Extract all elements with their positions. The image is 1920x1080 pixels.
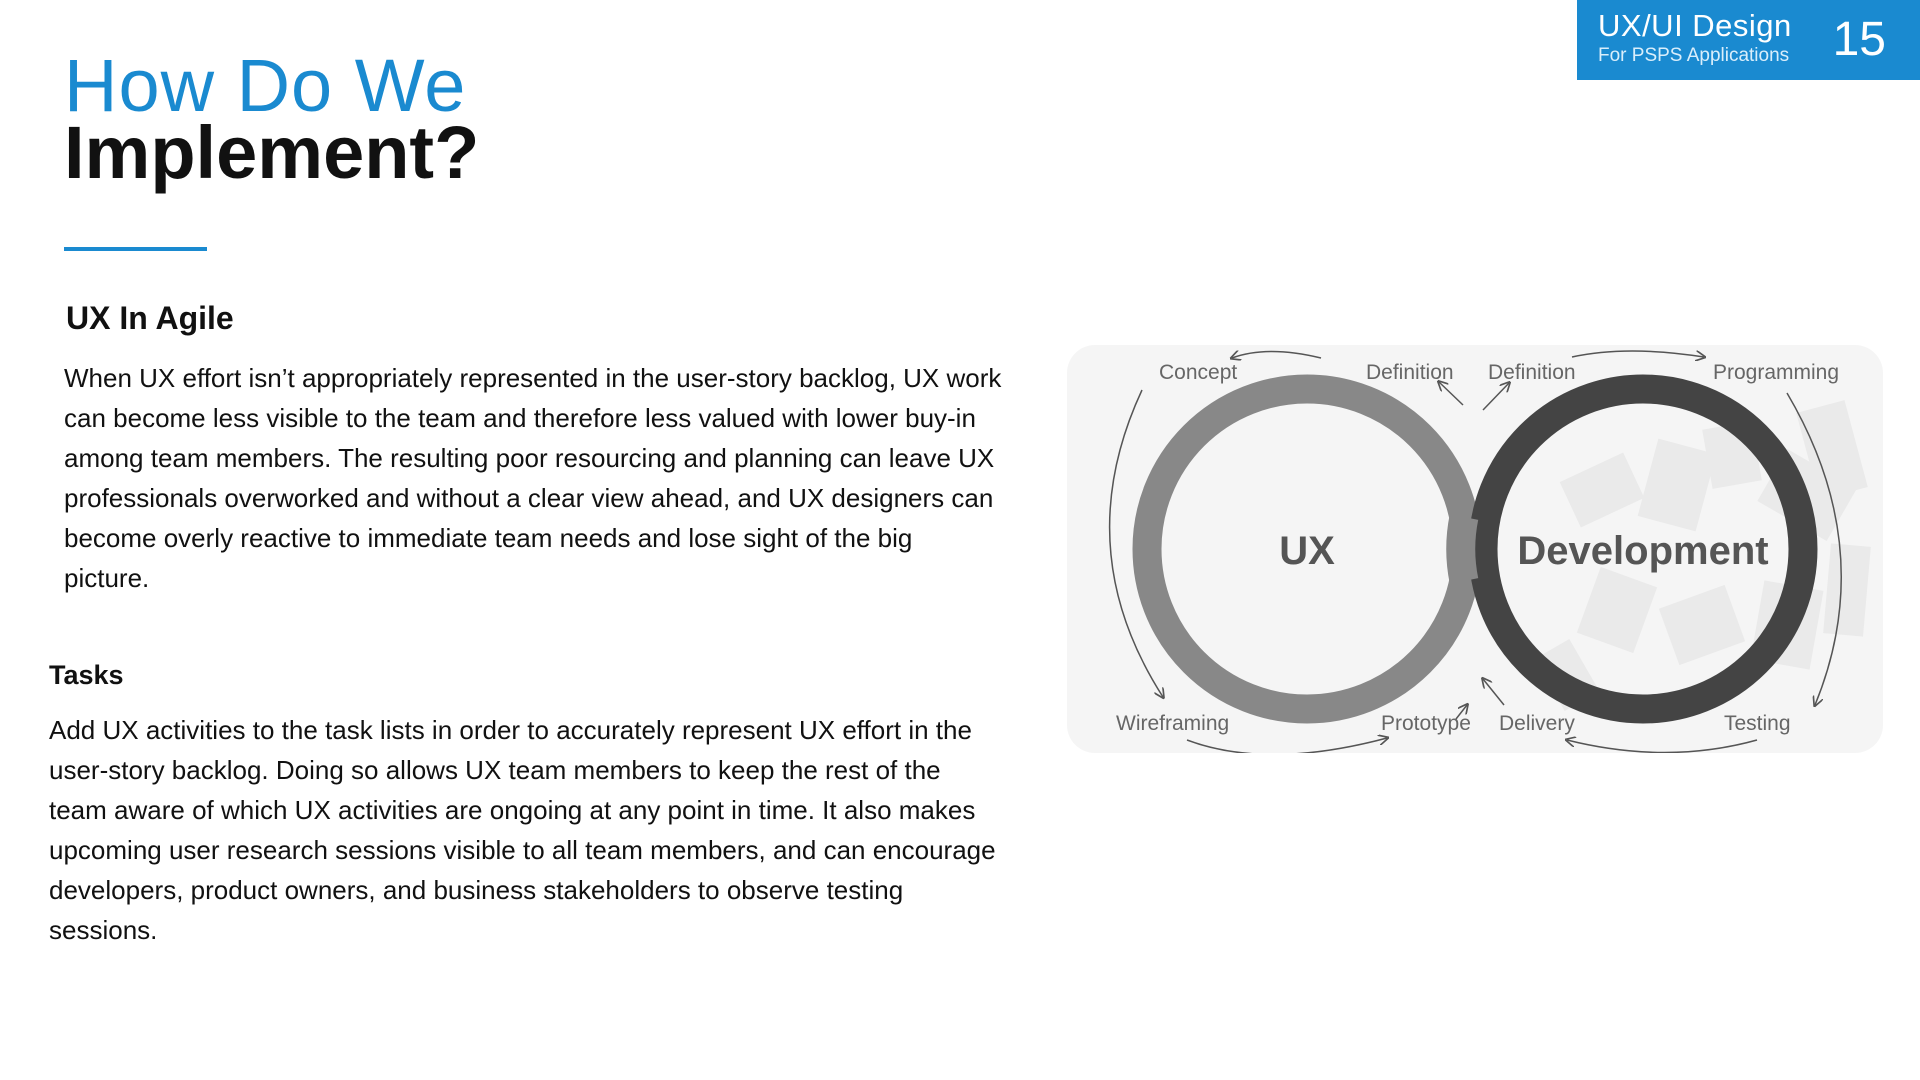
cycle-diagram-svg [1067,345,1883,753]
stage-label-concept: Concept [1159,361,1238,384]
tasks-heading: Tasks [49,660,124,690]
ux-center-label: UX [1279,529,1335,573]
ux-ring-overlap [1461,517,1464,581]
page-title-line2: Implement? [64,111,480,194]
development-center-label: Development [1517,529,1769,573]
tasks-body: Add UX activities to the task lists in order to accurately represent UX effort in the user-story backlog. Doing so allows UX team members to keep the rest of the team aware of which UX activities are ongoing at any point in time. It also makes upcoming user research sessions visible to all team members, and can encourage developers, product owners, and business stakeholders to observe testing sessions. [49,715,996,945]
stage-label-testing: Testing [1724,712,1791,735]
stage-label-delivery: Delivery [1499,712,1575,735]
page-title-line1: How Do We [64,44,467,127]
arrow-definition-to-concept [1232,352,1321,359]
stage-label-ux-definition: Definition [1366,361,1454,384]
arrow-ux-definition-in [1439,382,1463,405]
deck-subtitle: For PSPS Applications [1598,45,1790,66]
arrow-testing-to-delivery [1567,740,1757,753]
ux-development-cycle-diagram [1067,345,1883,753]
arrow-dev-definition-out [1483,383,1509,410]
title-underline [64,247,207,251]
arrow-definition-to-programming [1572,351,1704,357]
stage-label-programming: Programming [1713,361,1840,384]
stage-label-wireframing: Wireframing [1116,712,1230,735]
arrow-delivery-up [1483,679,1504,705]
deck-title: UX/UI Design [1598,8,1792,43]
page-number: 15 [1832,13,1886,66]
stage-label-prototype: Prototype [1381,712,1471,735]
header-badge [1577,0,1920,80]
section-body: When UX effort isn’t appropriately represented in the user-story backlog, UX work can become less visible to the team and therefore less valued with lower buy-in among team members. The resulting poor resourcing and planning can leave UX professionals overworked and without a clear view ahead, and UX designers can become overly reactive to immediate team needs and lose sight of the big picture. [64,363,1002,593]
section-heading: UX In Agile [66,300,234,336]
arrow-wireframing-to-prototype [1187,738,1387,753]
stage-label-dev-definition: Definition [1488,361,1576,384]
